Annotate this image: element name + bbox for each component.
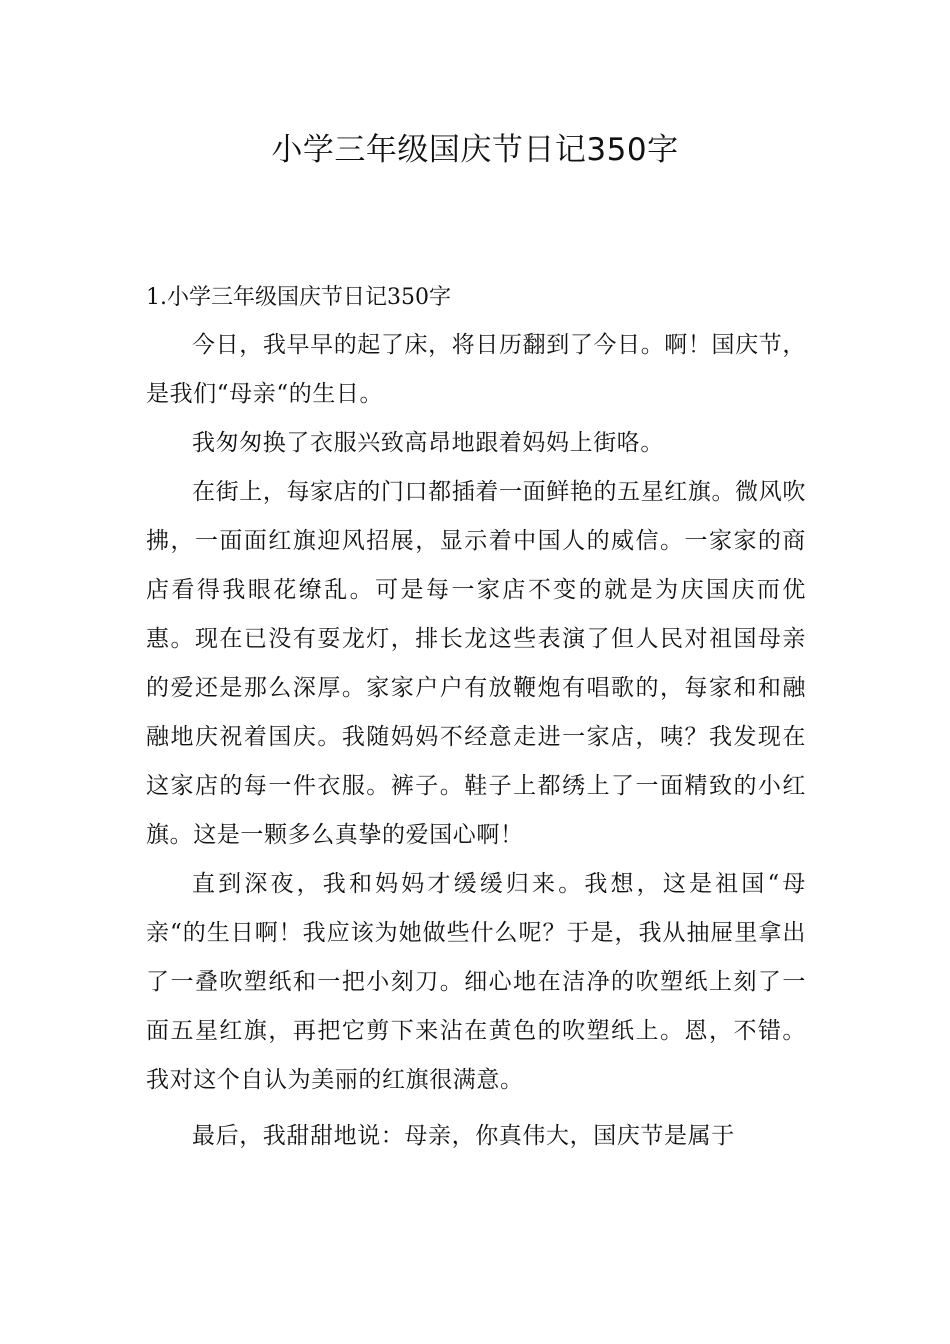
paragraph-1: 今日，我早早的起了床，将日历翻到了今日。啊！国庆节，是我们“母亲“的生日。 — [146, 332, 806, 407]
paragraph-5: 最后，我甜甜地说：母亲，你真伟大，国庆节是属于 — [192, 1123, 735, 1149]
section-heading: 1.小学三年级国庆节日记350字 — [146, 285, 451, 310]
paragraph-3: 在街上，每家店的门口都插着一面鲜艳的五星红旗。微风吹拂，一面面红旗迎风招展，显示着中国人的威信。一家家的商店看得我眼花缭乱。可是每一家店不变的就是为庆国庆而优惠。现在已没有耍龙灯，排长龙这些表演了但人民对祖国母亲的爱还是那么深厚。家家户户有放鞭炮有唱歌的，每家和和融融地庆祝着国庆。我随妈妈不经意走进一家店，咦？我发现在这家店的每一件衣服。裤子。鞋子上都绣上了一面精致的小红旗。这是一颗多么真挚的爱国心啊！ — [146, 479, 806, 848]
paragraph-4: 直到深夜，我和妈妈才缓缓归来。我想，这是祖国“母亲“的生日啊！我应该为她做些什么呢？于是，我从抽屉里拿出了一叠吹塑纸和一把小刻刀。细心地在洁净的吹塑纸上刻了一面五星红旗，再把它剪下来沾在黄色的吹塑纸上。恩，不错。我对这个自认为美丽的红旗很满意。 — [146, 871, 806, 1093]
document-body — [146, 283, 806, 1161]
paragraph-2: 我匆匆换了衣服兴致高昂地跟着妈妈上街咯。 — [192, 430, 664, 456]
document-title: 小学三年级国庆节日记350字 — [271, 132, 679, 168]
